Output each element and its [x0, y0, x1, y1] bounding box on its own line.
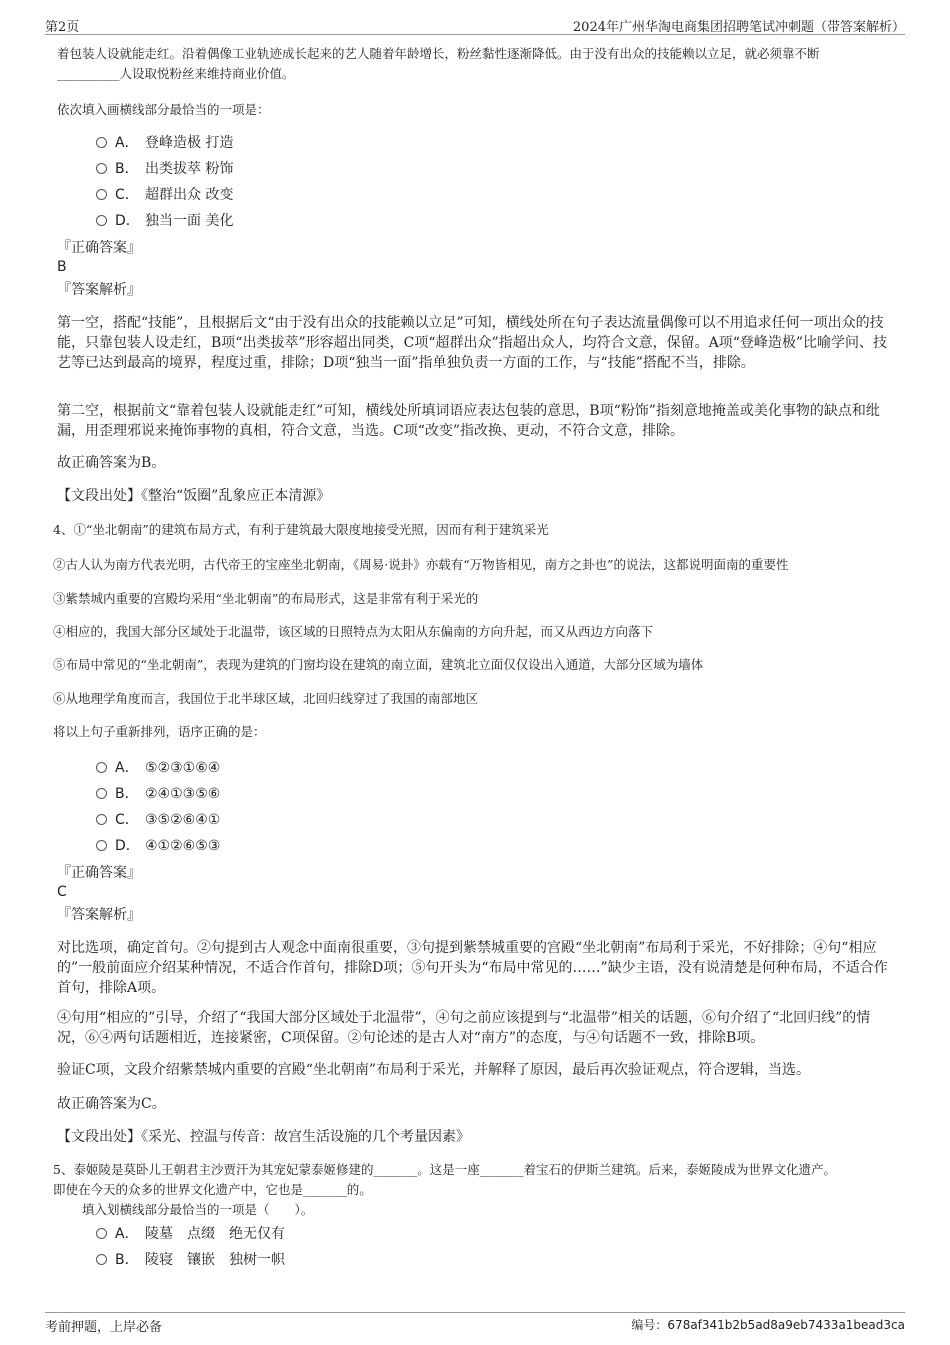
q4-option-b[interactable]: B． ②④①③⑤⑥ [96, 783, 220, 805]
q5-stem [53, 1160, 923, 1200]
page-number: 第2页 [45, 20, 80, 35]
q4-prompt: 将以上句子重新排列，语序正确的是： [53, 724, 266, 739]
q4-source: 【文段出处】《采光、控温与传音：故宫生活设施的几个考量因素》 [57, 1129, 470, 1145]
q4-sentence-3: ③紫禁城内重要的宫殿均采用“坐北朝南”的布局形式，这是非常有利于采光的 [53, 591, 479, 606]
radio-icon[interactable] [96, 215, 107, 226]
q3-option-b[interactable]: B． 出类拔萃 粉饰 [96, 158, 233, 180]
document-code: 编号：678af341b2b5ad8a9eb7433a1bead3ca [631, 1318, 905, 1332]
radio-icon[interactable] [96, 163, 107, 174]
document-title: 2024年广州华淘电商集团招聘笔试冲刺题（带答案解析） [572, 20, 905, 35]
q4-sentence-6: ⑥从地理学角度而言，我国位于北半球区域，北回归线穿过了我国的南部地区 [53, 691, 479, 706]
q5-stem-line1: 5、泰姬陵是莫卧儿王朝君主沙贾汗为其宠妃蒙泰姬修建的_______。这是一座_______着宝石的伊斯兰建筑。后来，泰姬陵成为世界文化遗产。 [53, 1162, 836, 1177]
q3-answer: B [57, 259, 67, 275]
q3-answer-label: 『正确答案』 [57, 240, 141, 256]
q4-sentence-2: ②古人认为南方代表光明，古代帝王的宝座坐北朝南，《周易·说卦》亦载有“万物皆相见，南方之卦也”的说法，这都说明面南的重要性 [53, 557, 789, 572]
q3-stem [57, 44, 907, 84]
page-footer [45, 1312, 905, 1335]
q4-sentence-5: ⑤布局中常见的“坐北朝南”，表现为建筑的门窗均设在建筑的南立面，建筑北立面仅仅设出入通道，大部分区域为墙体 [53, 657, 704, 672]
radio-icon[interactable] [96, 1254, 107, 1265]
q5-prompt: 填入划横线部分最恰当的一项是（ ）。 [82, 1202, 314, 1217]
q3-stem-line1: 着包装人设就能走红。沿着偶像工业轨迹成长起来的艺人随着年龄增长，粉丝黏性逐渐降低。由于没有出众的技能赖以立足，就必须靠不断 [57, 46, 820, 61]
footer-slogan: 考前押题，上岸必备 [45, 1320, 163, 1335]
q4-sentence-4: ④相应的，我国大部分区域处于北温带，该区域的日照特点为太阳从东偏南的方向升起，而又从西边方向落下 [53, 624, 654, 639]
q4-option-d[interactable]: D． ④①②⑥⑤③ [96, 835, 220, 857]
radio-icon[interactable] [96, 814, 107, 825]
radio-icon[interactable] [96, 840, 107, 851]
q4-analysis-label: 『答案解析』 [57, 907, 141, 923]
q5-option-b[interactable]: B． 陵寝 镶嵌 独树一帜 [96, 1249, 285, 1271]
q3-analysis-p3: 故正确答案为B。 [57, 455, 166, 471]
q4-option-c[interactable]: C． ③⑤②⑥④① [96, 809, 220, 831]
q3-option-c[interactable]: C． 超群出众 改变 [96, 184, 233, 206]
q3-stem-line2: __________人设取悦粉丝来维持商业价值。 [57, 66, 295, 81]
q4-analysis-p1: 对比选项，确定首句。②句提到古人观念中面南很重要，③句提到紫禁城重要的宫殿“坐北朝南”布局利于采光，不好排除；④句“相应的”一般前面应介绍某种情况，不适合作首句，排除D项；⑤句开头为“布局中常见的……”缺少主语，没有说清楚是何种布局，不适合作首句，排除A项。 [57, 940, 888, 996]
q3-source: 【文段出处】《整治“饭圈”乱象应正本清源》 [57, 488, 331, 504]
q4-analysis-p2: ④句用“相应的”引导，介绍了“我国大部分区域处于北温带”，④句之前应该提到与“北温带”相关的话题，⑥句介绍了“北回归线”的情况，⑥④两句话题相近，连接紧密，C项保留。②句论述的是古人对“南方”的态度，与④句话题不一致，排除B项。 [57, 1010, 871, 1046]
q4-option-a[interactable]: A． ⑤②③①⑥④ [96, 757, 220, 779]
radio-icon[interactable] [96, 137, 107, 148]
q5-stem-line2: 即使在今天的众多的世界文化遗产中，它也是_______的。 [53, 1182, 372, 1197]
q4-answer: C [57, 884, 67, 900]
q3-analysis-label: 『答案解析』 [57, 282, 141, 298]
q5-option-a[interactable]: A． 陵墓 点缀 绝无仅有 [96, 1223, 285, 1245]
radio-icon[interactable] [96, 1228, 107, 1239]
radio-icon[interactable] [96, 762, 107, 773]
radio-icon[interactable] [96, 189, 107, 200]
q3-option-d[interactable]: D． 独当一面 美化 [96, 210, 233, 232]
page-header [45, 14, 905, 35]
radio-icon[interactable] [96, 788, 107, 799]
q3-analysis-p2: 第二空，根据前文“靠着包装人设就能走红”可知，横线处所填词语应表达包装的意思，B项“粉饰”指刻意地掩盖或美化事物的缺点和纰漏，用歪理邪说来掩饰事物的真相，符合文意，当选。C项“改变”指改换、更动，不符合文意，排除。 [57, 403, 880, 439]
q3-analysis-p1: 第一空，搭配“技能”，且根据后文“由于没有出众的技能赖以立足”可知，横线处所在句子表达流量偶像可以不用追求任何一项出众的技能，只靠包装人设走红，B项“出类拔萃”形容超出同类，C项“超群出众”指超出众人，均符合文意，保留。A项“登峰造极”比喻学问、技艺等已达到最高的境界，程度过重，排除；D项“独当一面”指单独负责一方面的工作，与“技能”搭配不当，排除。 [57, 315, 888, 371]
q4-analysis-p3: 验证C项，文段介绍紫禁城内重要的宫殿“坐北朝南”布局利于采光，并解释了原因，最后再次验证观点，符合逻辑，当选。 [57, 1062, 811, 1078]
q4-answer-label: 『正确答案』 [57, 865, 141, 881]
q3-option-a[interactable]: A． 登峰造极 打造 [96, 132, 233, 154]
q4-sentence-1: 4、①“坐北朝南”的建筑布局方式，有利于建筑最大限度地接受光照，因而有利于建筑采光 [53, 522, 549, 537]
q4-analysis-p4: 故正确答案为C。 [57, 1096, 166, 1112]
q3-prompt: 依次填入画横线部分最恰当的一项是： [57, 102, 270, 117]
